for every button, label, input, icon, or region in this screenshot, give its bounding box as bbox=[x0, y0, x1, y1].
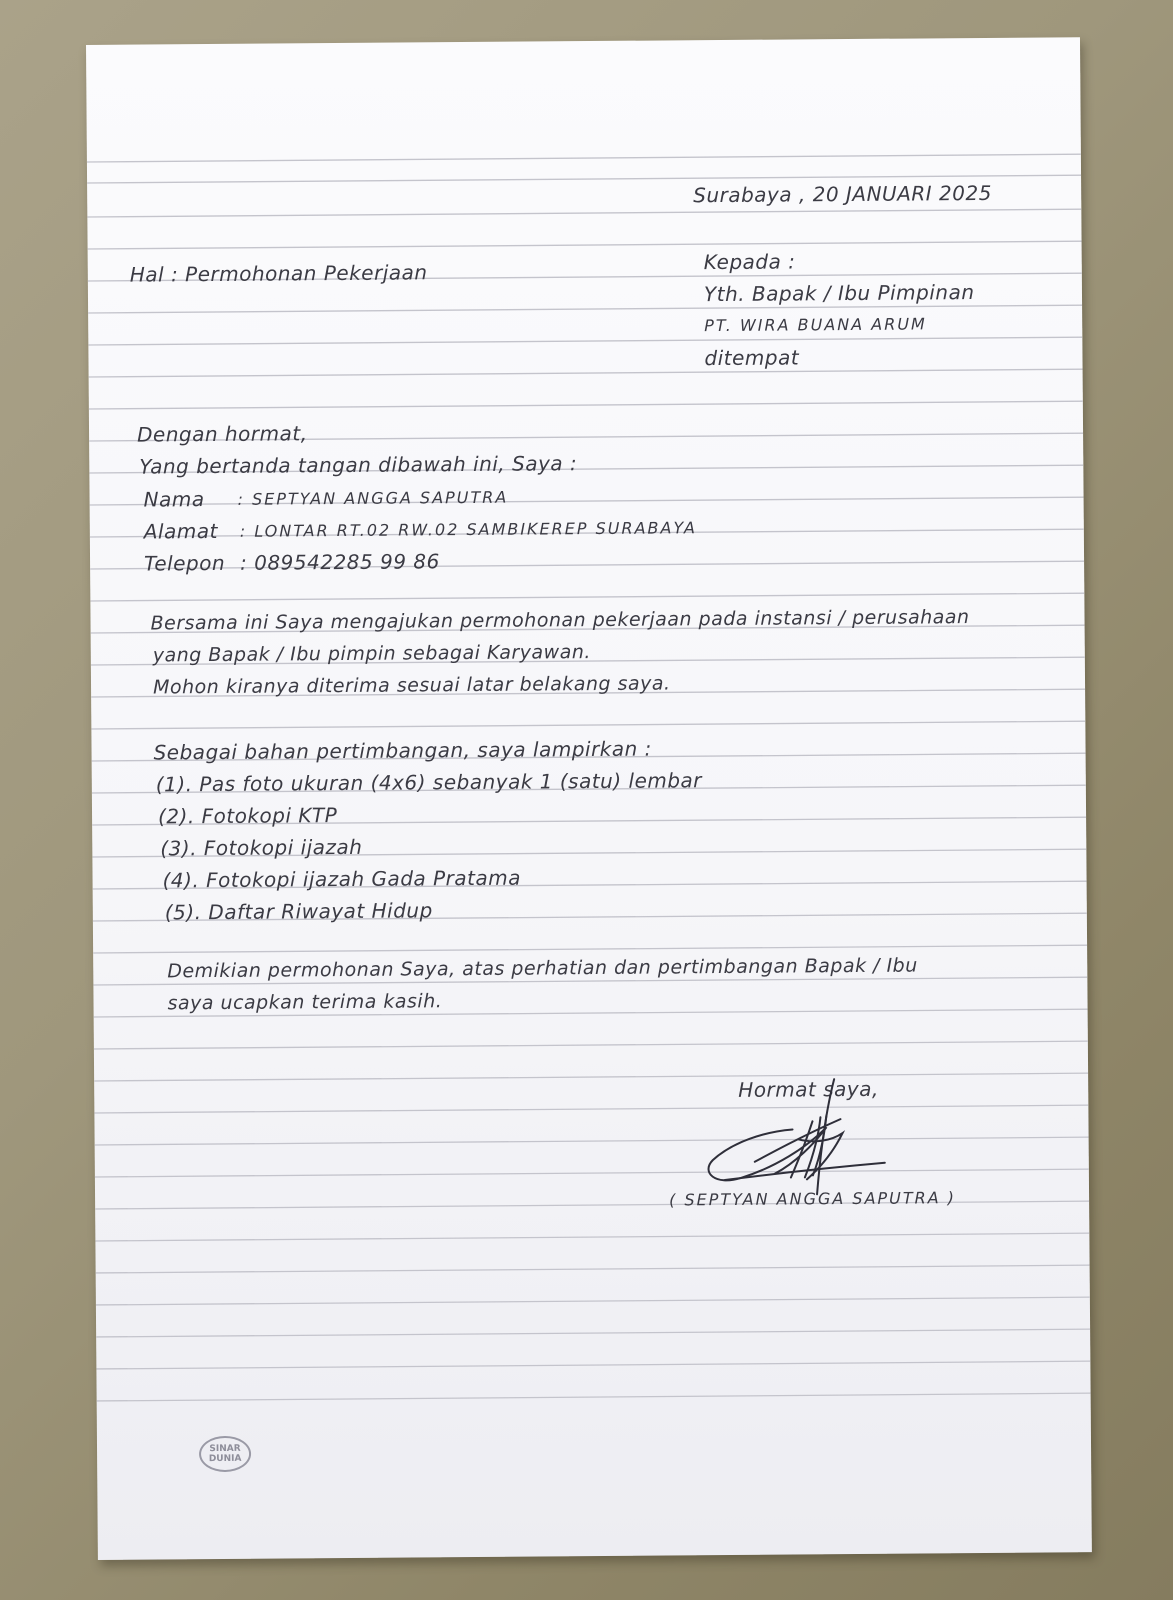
logo-line-2: DUNIA bbox=[208, 1453, 242, 1465]
logo-line-1: SINAR bbox=[209, 1443, 241, 1455]
alamat-label: Alamat bbox=[143, 518, 218, 544]
greeting: Dengan hormat, bbox=[136, 421, 308, 447]
recipient-company: PT. WIRA BUANA ARUM bbox=[704, 314, 927, 336]
attach-intro: Sebagai bahan pertimbangan, saya lampirkan : bbox=[153, 736, 652, 765]
place-date: Surabaya , 20 JANUARI 2025 bbox=[693, 180, 992, 208]
recipient-line3: ditempat bbox=[704, 345, 800, 371]
nama-value: : SEPTYAN ANGGA SAPUTRA bbox=[237, 487, 509, 509]
body-line-3: Mohon kiranya diterima sesuai latar belakang saya. bbox=[152, 672, 671, 699]
attachment-item-5: (5). Daftar Riwayat Hidup bbox=[164, 898, 433, 925]
intro-line: Yang bertanda tangan dibawah ini, Saya : bbox=[139, 451, 578, 479]
attachment-item-4: (4). Fotokopi ijazah Gada Pratama bbox=[162, 865, 522, 893]
signature-mark bbox=[694, 1069, 895, 1201]
telepon-label: Telepon bbox=[143, 550, 226, 576]
recipient-kepada: Kepada : bbox=[703, 249, 796, 275]
closing-line-2: saya ucapkan terima kasih. bbox=[167, 990, 443, 1015]
recipient-line1: Yth. Bapak / Ibu Pimpinan bbox=[703, 280, 975, 307]
nama-label: Nama bbox=[143, 487, 205, 512]
signer-name: ( SEPTYAN ANGGA SAPUTRA ) bbox=[669, 1188, 957, 1210]
body-line-2: yang Bapak / Ibu pimpin sebagai Karyawan. bbox=[152, 641, 591, 667]
attachment-item-2: (2). Fotokopi KTP bbox=[157, 803, 338, 829]
closing-line-1: Demikian permohonan Saya, atas perhatian dan pertimbangan Bapak / Ibu bbox=[167, 954, 918, 983]
body-line-1: Bersama ini Saya mengajukan permohonan pekerjaan pada instansi / perusahaan bbox=[150, 606, 970, 635]
attachment-item-3: (3). Fotokopi ijazah bbox=[160, 834, 363, 861]
attachment-item-1: (1). Pas foto ukuran (4x6) sebanyak 1 (satu) lembar bbox=[155, 768, 703, 797]
subject-line: Hal : Permohonan Pekerjaan bbox=[129, 260, 428, 287]
sign-off: Hormat saya, bbox=[738, 1076, 879, 1102]
telepon-value: : 089542285 99 86 bbox=[239, 549, 440, 575]
letter-paper bbox=[86, 37, 1092, 1560]
alamat-value: : LONTAR RT.02 RW.02 SAMBIKEREP SURABAYA bbox=[239, 518, 697, 541]
